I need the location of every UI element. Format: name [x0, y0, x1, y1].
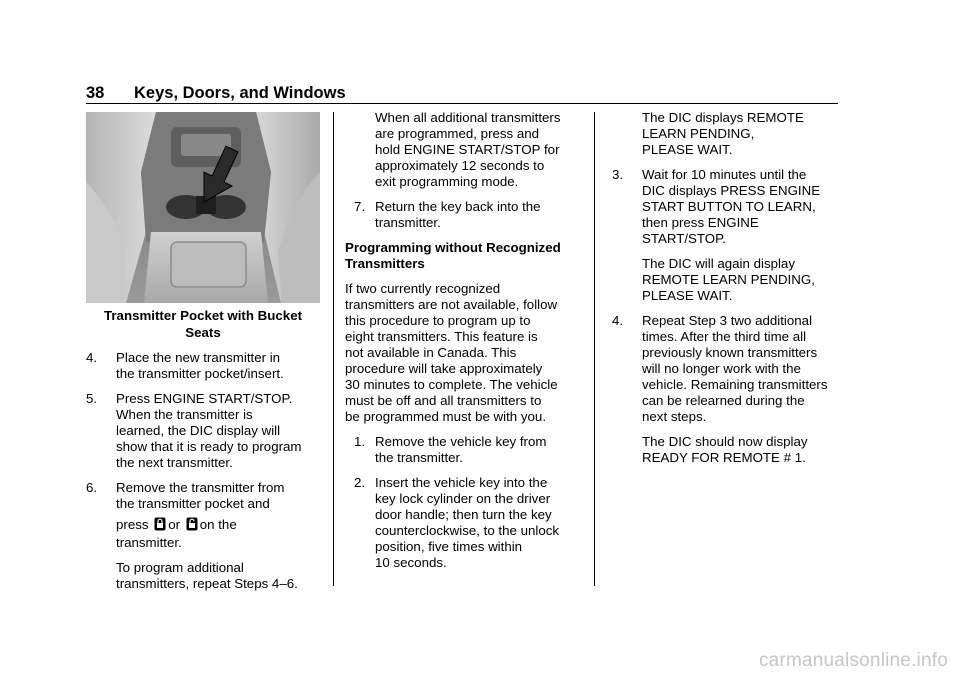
- section-heading: Programming without Recognized Transmitters: [345, 240, 561, 271]
- column-2: [345, 110, 579, 571]
- step-7: 7. Return the key back into the transmitter.: [354, 199, 541, 230]
- column-divider-2: [594, 112, 595, 586]
- sub-step-2: 2. Insert the vehicle key into the key lock cylinder on the driver door handle; then turn the key counterclockwise, to the unlock position, five times within 10 seconds.: [354, 475, 560, 570]
- figure-caption: Transmitter Pocket with Bucket Seats: [103, 308, 303, 340]
- column-divider-1: [333, 112, 334, 586]
- step-3: 3. Wait for 10 minutes until the DIC displays PRESS ENGINE START BUTTON TO LEARN, then press ENGINE START/STOP.: [612, 167, 821, 246]
- step-4-note: The DIC should now display READY FOR REMOTE # 1.: [642, 434, 808, 465]
- watermark: carmanualsonline.info: [758, 650, 948, 671]
- step-4: 4. Place the new transmitter in the transmitter pocket/insert.: [86, 350, 284, 381]
- unlock-icon: [186, 517, 198, 531]
- step-3-note: The DIC will again display REMOTE LEARN PENDING, PLEASE WAIT.: [642, 256, 815, 303]
- intro-paragraph: If two currently recognized transmitters are not available, follow this procedure to program up to eight transmitters. This feature is not available in Canada. This procedure will take approximately 30 minutes to complete. The vehicle must be off and all transmitters to be programmed must be with you.: [345, 281, 558, 424]
- column-3: [612, 110, 844, 466]
- transmitter-pocket-photo: [86, 112, 320, 303]
- sub-step-1: 1. Remove the vehicle key from the transmitter.: [354, 434, 547, 465]
- step-2-continued: The DIC displays REMOTE LEARN PENDING, PLEASE WAIT.: [642, 110, 804, 157]
- repeat-note: To program additional transmitters, repeat Steps 4–6.: [116, 560, 298, 591]
- step-4-repeat: 4. Repeat Step 3 two additional times. After the third time all previously known transmitters will no longer work with the vehicle. Remaining transmitters can be relearned during the next steps.: [612, 313, 828, 424]
- step-6: 6. Remove the transmitter from the transmitter pocket and press or on the transmitter.: [86, 480, 285, 550]
- step-6-continued: When all additional transmitters are programmed, press and hold ENGINE START/STOP for approximately 12 seconds to exit programming mode.: [375, 110, 561, 189]
- page-number: 38: [86, 84, 105, 102]
- lock-icon: [154, 517, 166, 531]
- page-title: Keys, Doors, and Windows: [134, 84, 346, 102]
- column-1: [86, 110, 320, 592]
- header-rule: [86, 103, 838, 104]
- step-5: 5. Press ENGINE START/STOP. When the transmitter is learned, the DIC display will show that it is ready to program the next transmitter.: [86, 391, 302, 470]
